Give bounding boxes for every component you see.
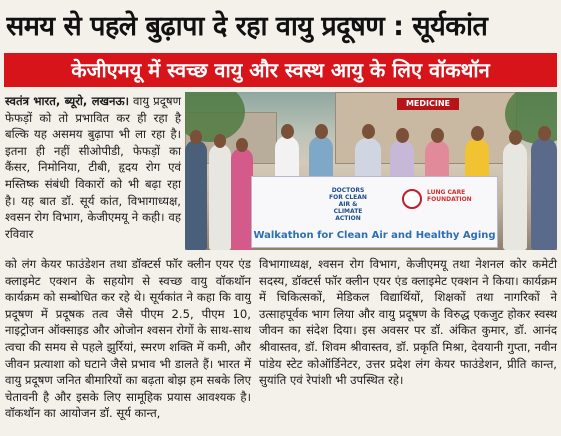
article-column-top (5, 93, 181, 242)
lung-care-logo: LUNG CARE FOUNDATION (427, 189, 472, 203)
dateline: स्वतंत्र भारत, ब्यूरो, लखनऊ। (5, 94, 129, 108)
doctors-clean-air-logo: DOCTORS FOR CLEAN AIR & CLIMATE ACTION (329, 187, 367, 222)
medicine-sign: MEDICINE (397, 98, 459, 110)
article-column-left (5, 256, 251, 422)
article-text-top: वायु प्रदूषण फेफड़ों को तो प्रभावित कर ही रहा है बल्कि यह असमय बुढ़ापा भी ला रहा है। इतना ही नहीं सीओपीडी, फेफड़ों का कैंसर, निमोनिया, टीबी, हृदय रोग एवं मस्तिष्क संबंधी विकारों को भी बढ़ा रहा है। यह बात डॉ. सूर्य कांत, विभागाध्यक्ष, श्वसन रोग विभाग, केजीएमयू ने कही। वह रविवार (5, 94, 181, 241)
subheadline-banner: केजीएमयू में स्वच्छ वायु और स्वस्थ आयु के लिए वॉकथॉन (4, 53, 557, 87)
event-photo (185, 92, 557, 250)
headline: समय से पहले बुढ़ापा दे रहा वायु प्रदूषण : सूर्यकांत (6, 11, 488, 42)
walkathon-banner-text: Walkathon for Clean Air and Healthy Aging (253, 230, 496, 241)
article-text-right: विभागाध्यक्ष, श्वसन रोग विभाग, केजीएमयू तथा नेशनल कोर कमेटी सदस्य, डॉक्टर्स फॉर क्लीन एयर एंड क्लाइमेट एक्शन ने किया। कार्यक्रम में चिकित्सकों, मेडिकल विद्यार्थियों, शिक्षकों तथा नागरिकों ने उत्साहपूर्वक भाग लिया और वायु प्रदूषण के विरुद्ध एकजुट होकर स्वस्थ जीवन का संदेश दिया। इस अवसर पर डॉ. अंकित कुमार, डॉ. आनंद श्रीवास्तव, डॉ. शिवम श्रीवास्तव, डॉ. प्रकृति मिश्रा, देवयानी गुप्ता, नवीन पांडेय स्टेट कोऑर्डिनेटर, उत्तर प्रदेश लंग केयर फाउंडेशन, प्रीति कान्त, सुयांति एवं रेपांशी भी उपस्थित रहे। (259, 257, 557, 388)
article-column-right (259, 256, 557, 389)
walkathon-banner (251, 176, 498, 248)
emblem-logo-icon (402, 189, 422, 209)
article-text-left: को लंग केयर फाउंडेशन तथा डॉक्टर्स फॉर क्लीन एयर एंड क्लाइमेट एक्शन के सहयोग से स्वच्छ वायु वॉकथॉन कार्यक्रम को सम्बोधित कर रहे थे। सूर्यकांत ने कहा कि वायु प्रदूषण में प्रदूषक तत्व जैसे पीएम 2.5, पीएम 10, नाइट्रोजन ऑक्साइड और ओजोन श्वसन रोगों के साथ-साथ त्वचा की समय से पहले झुर्रियां, स्मरण शक्ति में कमी, और जीवन प्रत्याशा को घटाने जैसे प्रभाव भी डालते हैं। भारत में वायु प्रदूषण जनित बीमारियों का बढ़ता बोझ हम सबके लिए चेतावनी है और इसके लिए सामूहिक प्रयास आवश्यक है। वॉकथॉन का आयोजन डॉ. सूर्य कान्त, (5, 257, 251, 421)
